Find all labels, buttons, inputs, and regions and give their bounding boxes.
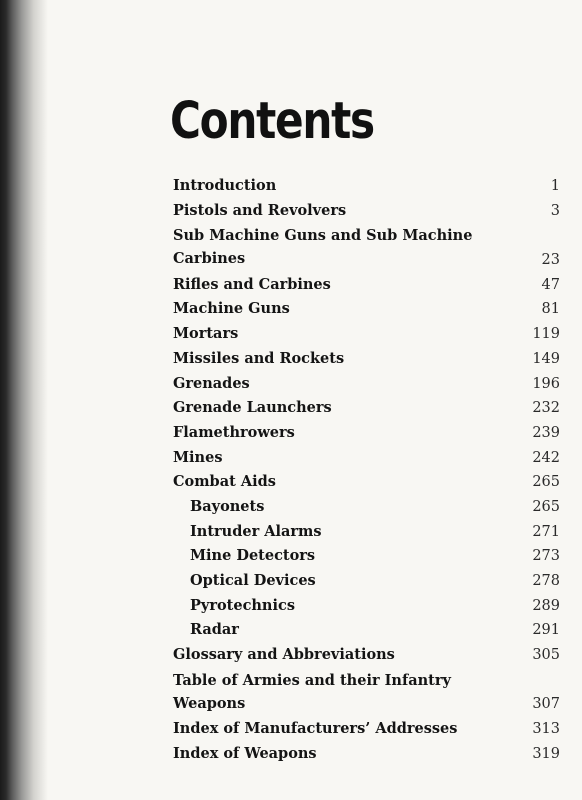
toc-entry-mines bbox=[173, 446, 560, 471]
toc-entry-label: Mortars bbox=[173, 325, 239, 343]
toc-entry-sub-machine-guns bbox=[173, 223, 560, 272]
toc-entry-page-number: 47 bbox=[541, 276, 560, 293]
toc-entry-pistols-and-revolvers bbox=[173, 199, 560, 224]
toc-entry-page-number: 273 bbox=[532, 548, 560, 565]
toc-entry-label: Combat Aids bbox=[173, 473, 276, 491]
toc-entry-page-number: 307 bbox=[532, 696, 560, 713]
toc-entry-label: Bayonets bbox=[190, 497, 265, 515]
toc-entry-glossary bbox=[173, 643, 560, 668]
toc-entry-page-number: 196 bbox=[532, 375, 560, 392]
toc-entry-label: Missiles and Rockets bbox=[173, 349, 345, 367]
toc-entry-label: Table of Armies and their Infantry Weapons bbox=[173, 671, 451, 712]
toc-entry-page-number: 305 bbox=[532, 647, 560, 664]
toc-entry-grenades bbox=[173, 372, 560, 397]
toc-entry-page-number: 291 bbox=[532, 622, 560, 639]
toc-entry-label: Introduction bbox=[173, 177, 277, 194]
toc-entry-page-number: 271 bbox=[532, 523, 560, 540]
toc-entry-rifles-and-carbines bbox=[173, 273, 560, 298]
toc-entry-combat-aids bbox=[173, 470, 560, 495]
toc-subentry-optical-devices bbox=[173, 569, 560, 594]
toc-entry-index-of-manufacturers bbox=[173, 717, 560, 742]
toc-entry-label: Rifles and Carbines bbox=[173, 275, 331, 293]
toc-entry-page-number: 242 bbox=[532, 449, 560, 466]
toc-entry-table-of-armies bbox=[173, 668, 560, 717]
toc-entry-label: Glossary and Abbreviations bbox=[173, 646, 395, 664]
toc-entry-label: Index of Weapons bbox=[173, 744, 317, 762]
toc-entry-label: Grenades bbox=[173, 374, 250, 392]
toc-entry-label: Radar bbox=[190, 621, 239, 639]
toc-entry-label: Sub Machine Guns and Sub Machine Carbines bbox=[173, 227, 473, 268]
toc-entry-flamethrowers bbox=[173, 421, 560, 446]
toc-entry-page-number: 81 bbox=[541, 301, 560, 318]
toc-entry-label: Machine Guns bbox=[173, 300, 290, 318]
toc-entry-page-number: 119 bbox=[532, 326, 560, 343]
toc-entry-page-number: 265 bbox=[532, 474, 560, 491]
page-title: Contents bbox=[170, 92, 374, 151]
toc-entry-machine-guns bbox=[173, 297, 560, 322]
toc-entry-label: Optical Devices bbox=[190, 572, 316, 590]
toc-entry-index-of-weapons bbox=[173, 742, 560, 767]
toc-entry-page-number: 265 bbox=[532, 498, 560, 515]
toc-entry-label: Pyrotechnics bbox=[190, 596, 295, 614]
toc-entry-label: Mine Detectors bbox=[190, 547, 316, 565]
toc-entry-page-number: 23 bbox=[541, 252, 560, 269]
toc-entry-page-number: 319 bbox=[532, 745, 560, 762]
toc-entry-page-number: 289 bbox=[532, 597, 560, 614]
toc-subentry-pyrotechnics bbox=[173, 594, 560, 619]
toc-entry-page-number: 232 bbox=[532, 400, 560, 417]
toc-entry-missiles-and-rockets bbox=[173, 347, 560, 372]
toc-subentry-mine-detectors bbox=[173, 544, 560, 569]
toc-entry-label: Mines bbox=[173, 448, 223, 466]
toc-entry-page-number: 149 bbox=[532, 350, 560, 367]
toc-subentry-radar bbox=[173, 618, 560, 643]
toc-entry-label: Flamethrowers bbox=[173, 423, 295, 441]
toc-entry-mortars bbox=[173, 322, 560, 347]
toc-entry-label: Intruder Alarms bbox=[190, 522, 322, 540]
toc-entry-label: Grenade Launchers bbox=[173, 399, 332, 417]
toc-entry-page-number: 313 bbox=[532, 721, 560, 738]
toc-entry-label: Pistols and Revolvers bbox=[173, 201, 347, 219]
toc-entry-page-number: 278 bbox=[532, 573, 560, 589]
toc-entry-introduction bbox=[173, 174, 560, 199]
toc-entry-grenade-launchers bbox=[173, 396, 560, 421]
toc-entry-page-number: 239 bbox=[532, 424, 560, 441]
toc-entry-page-number: 1 bbox=[550, 177, 560, 194]
toc-subentry-bayonets bbox=[173, 495, 560, 520]
toc-entry-page-number: 3 bbox=[550, 202, 560, 219]
toc-entry-label: Index of Manufacturers’ Addresses bbox=[173, 720, 458, 738]
toc-subentry-intruder-alarms bbox=[173, 520, 560, 545]
table-of-contents bbox=[173, 174, 560, 767]
binding-shadow bbox=[0, 0, 48, 800]
